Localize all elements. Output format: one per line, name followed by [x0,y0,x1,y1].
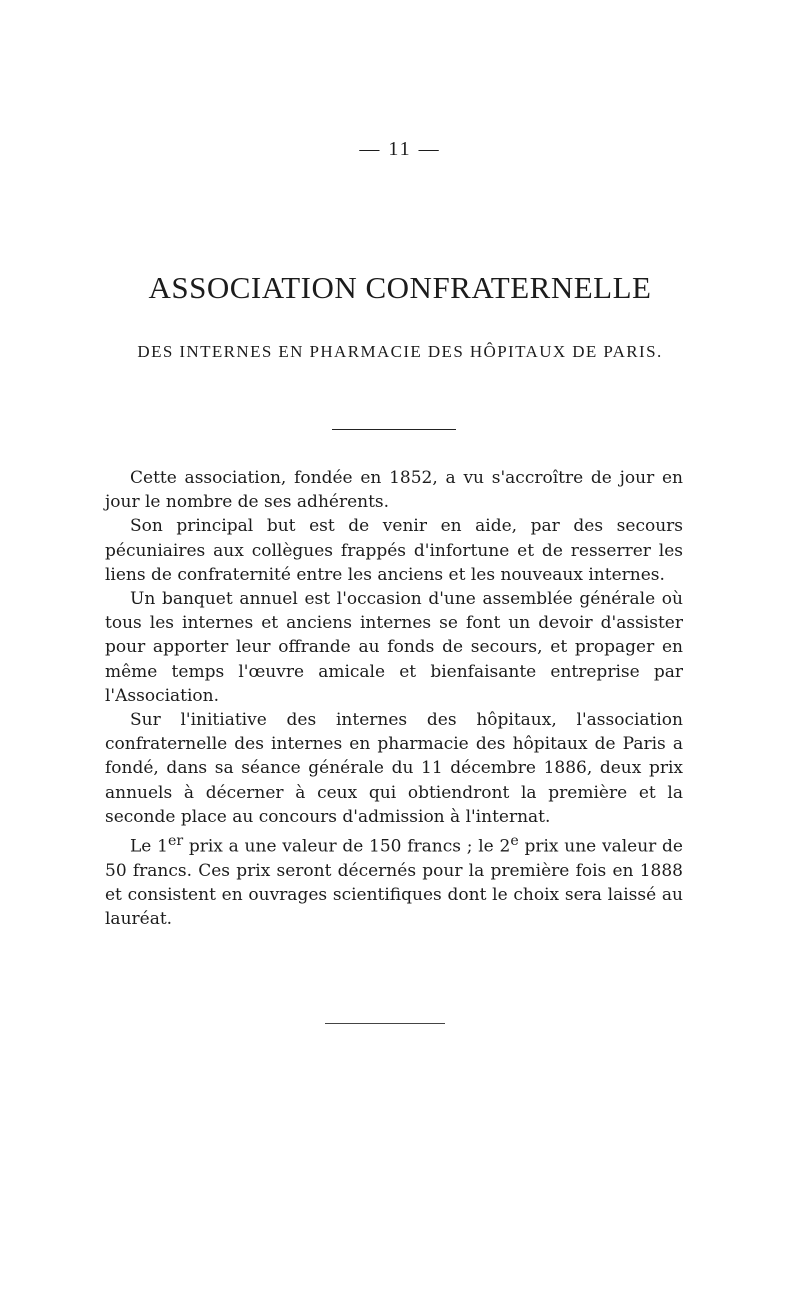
body-text [105,466,683,932]
title-divider [332,429,456,430]
prize-text-middle: prix a une valeur de 150 francs ; le 2 [183,836,511,857]
page-number: — 11 — [359,138,441,160]
page-subtitle: DES INTERNES EN PHARMACIE DES HÔPITAUX DE PARIS. [137,342,663,361]
prize-text-prefix: Le 1 [130,836,168,857]
closing-divider [325,1023,445,1024]
ordinal-second: e [510,833,519,850]
page-title: ASSOCIATION CONFRATERNELLE [148,270,652,305]
paragraph: Un banquet annuel est l'occasion d'une assemblée générale où tous les internes et anciens internes se font un devoir d'assister pour apporter leur offrande au fonds de secours, et propager en même temps l'œuvre amicale et bienfaisante entreprise par l'Association. [105,589,683,706]
prize-paragraph [105,829,683,931]
paragraph: Sur l'initiative des internes des hôpitaux, l'association confraternelle des internes en pharmacie des hôpitaux de Paris a fondé, dans sa séance générale du 11 décembre 1886, deux prix annuels à décerner à ceux qui obtiendront la première et la seconde place au concours d'admission à l'internat. [105,710,683,827]
ordinal-first: er [167,833,184,850]
paragraph: Cette association, fondée en 1852, a vu s'accroître de jour en jour le nombre de ses adhérents. [105,468,683,513]
paragraph: Son principal but est de venir en aide, par des secours pécuniaires aux collègues frappés d'infortune et de resserrer les liens de confraternité entre les anciens et les nouveaux internes. [105,516,683,585]
prize-text-suffix: prix une valeur de 50 francs. Ces prix seront décernés pour la première fois en 1888 et consistent en ouvrages scientifiques dont le choix sera laissé au lauréat. [105,836,683,930]
